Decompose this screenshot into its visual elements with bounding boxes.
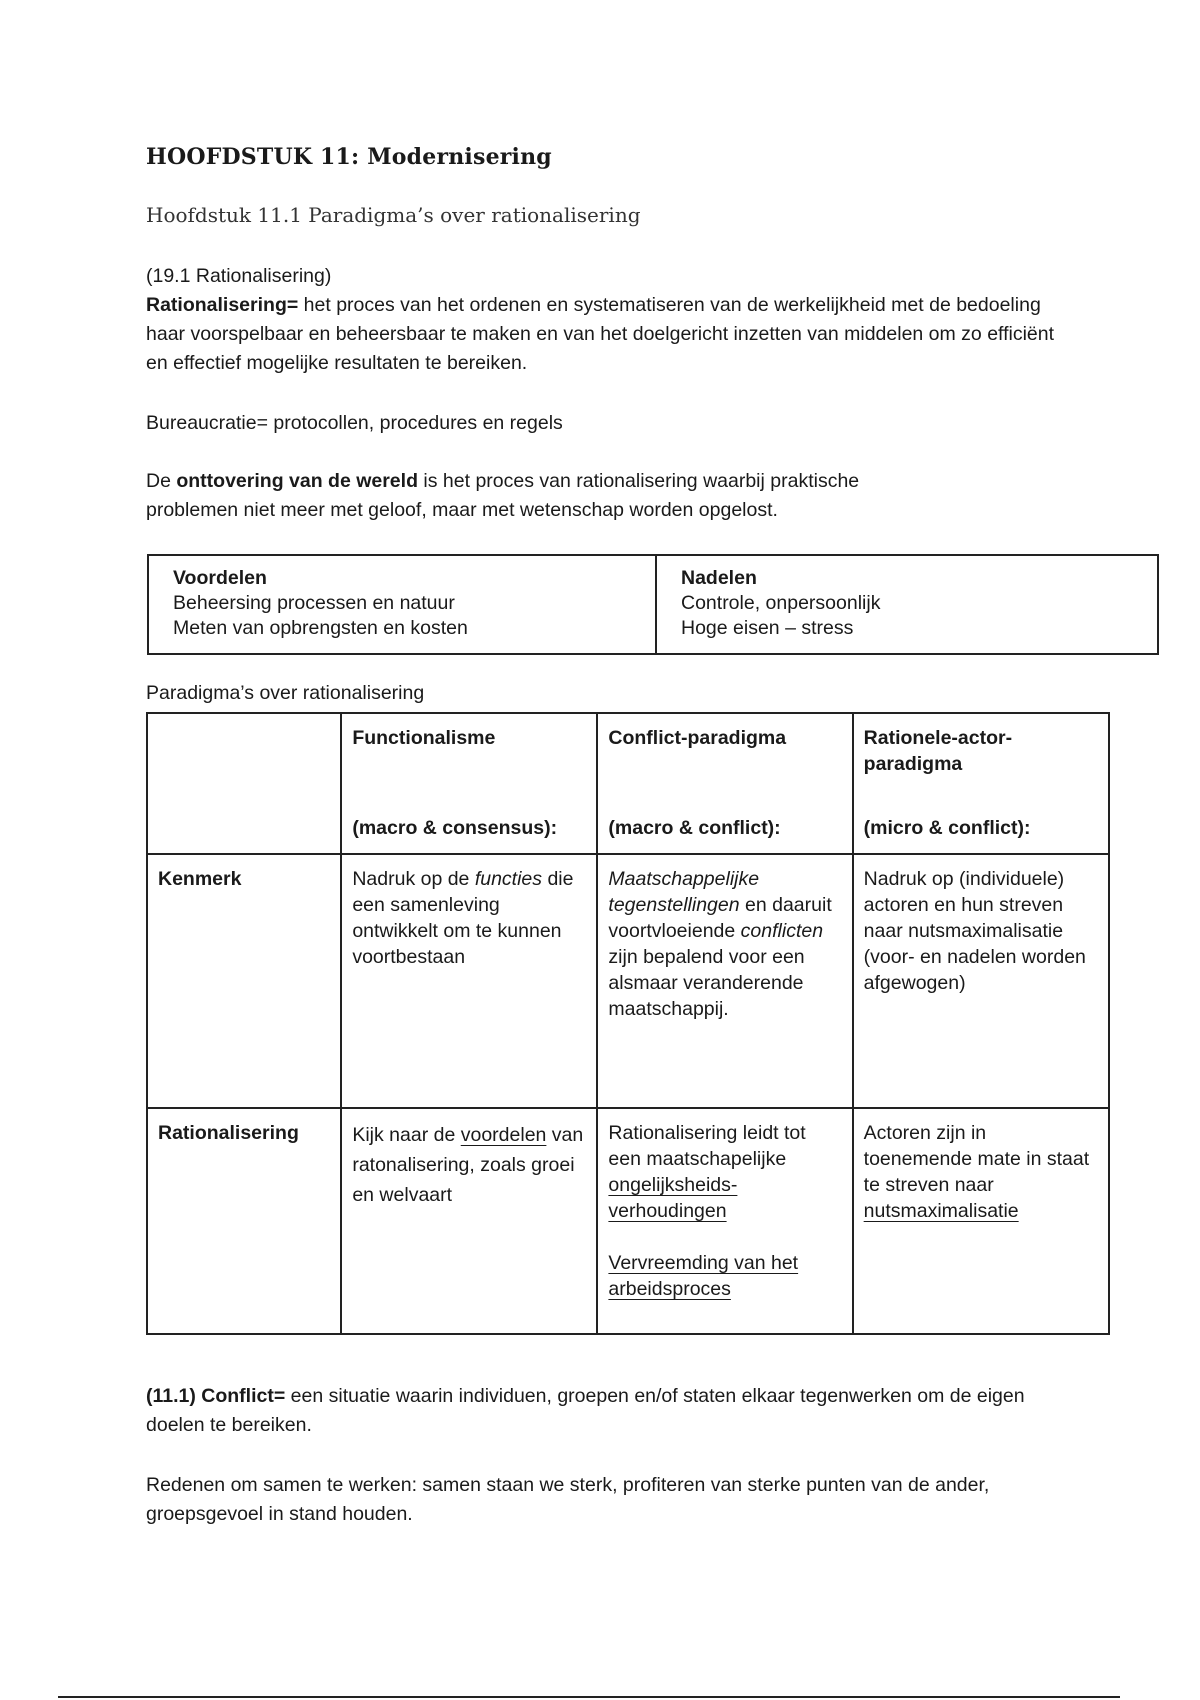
- rationalisering-definition: Rationalisering= het proces van het ordenen en systematiseren van de werkelijkheid met de bedoeling haar voorspelbaar en beheersbaar te maken en van het doelgericht inzetten van middelen om zo efficiënt en effectief mogelijke resultaten te bereiken.: [146, 294, 1055, 374]
- nadelen-label: Nadelen: [681, 567, 757, 589]
- empty-corner-cell: [147, 713, 341, 854]
- cell-rationalisering-conflict: Rationalisering leidt tot een maatschapelijke ongelijksheids-verhoudingen Vervreemding van het arbeidsproces: [597, 1108, 852, 1334]
- section-subtitle: Hoofdstuk 11.1 Paradigma’s over rationalisering: [146, 203, 641, 227]
- nadelen-cell: [656, 555, 1158, 654]
- section-ref: (19.1 Rationalisering): [146, 265, 332, 287]
- cell-kenmerk-functionalisme: Nadruk op de functies die een samenleving ontwikkelt om te kunnen voortbestaan: [341, 854, 597, 1108]
- header-rationele-actor: Rationele-actor-paradigma (micro & conflict):: [853, 713, 1109, 854]
- row-label-rationalisering: Rationalisering: [147, 1108, 341, 1334]
- cell-kenmerk-conflict: Maatschappelijke tegenstellingen en daaruit voortvloeiende conflicten zijn bepalend voor een alsmaar veranderende maatschappij.: [597, 854, 852, 1108]
- cell-kenmerk-actor: Nadruk op (individuele) actoren en hun streven naar nutsmaximalisatie (voor- en nadelen worden afgewogen): [853, 854, 1109, 1108]
- row-label-kenmerk: Kenmerk: [147, 854, 341, 1108]
- nadeel-item: Controle, onpersoonlijk: [681, 592, 881, 614]
- table-caption: Paradigma’s over rationalisering: [146, 682, 425, 704]
- cell-rationalisering-functionalisme: Kijk naar de voordelen van ratonalisering, zoals groei en welvaart: [341, 1108, 597, 1334]
- voordeel-item: Meten van opbrengsten en kosten: [173, 617, 468, 639]
- header-conflict: Conflict-paradigma (macro & conflict):: [597, 713, 852, 854]
- rationalisering-term: Rationalisering=: [146, 294, 299, 316]
- onttovering-definition: De onttovering van de wereld is het proces van rationalisering waarbij praktische problemen niet meer met geloof, maar met wetenschap worden opgelost.: [146, 470, 860, 521]
- conflict-term: (11.1) Conflict=: [146, 1385, 286, 1407]
- rationalisering-block: [146, 262, 1076, 378]
- bureaucratie-definition: Bureaucratie= protocollen, procedures en regels: [146, 412, 563, 434]
- voordelen-label: Voordelen: [173, 567, 267, 589]
- page-title: HOOFDSTUK 11: Modernisering: [146, 144, 552, 170]
- voordeel-item: Beheersing processen en natuur: [173, 592, 455, 614]
- voordelen-cell: [148, 555, 656, 654]
- nadeel-item: Hoge eisen – stress: [681, 617, 854, 639]
- table-row: [147, 1108, 1109, 1334]
- table-row: [147, 854, 1109, 1108]
- cell-rationalisering-actor: Actoren zijn in toenemende mate in staat te streven naar nutsmaximalisatie: [853, 1108, 1109, 1334]
- page-bottom-rule: [58, 1696, 1120, 1698]
- paradigms-table: [146, 712, 1110, 1335]
- onttovering-term: onttovering van de wereld: [176, 470, 418, 492]
- samenwerken-paragraph: Redenen om samen te werken: samen staan we sterk, profiteren van sterke punten van de ander, groepsgevoel in stand houden.: [146, 1474, 990, 1525]
- conflict-definition: (11.1) Conflict= een situatie waarin individuen, groepen en/of staten elkaar tegenwerken om de eigen doelen te bereiken.: [146, 1385, 1025, 1436]
- header-functionalisme: Functionalisme (macro & consensus):: [341, 713, 597, 854]
- pros-cons-table: [147, 554, 1159, 655]
- table-header-row: [147, 713, 1109, 854]
